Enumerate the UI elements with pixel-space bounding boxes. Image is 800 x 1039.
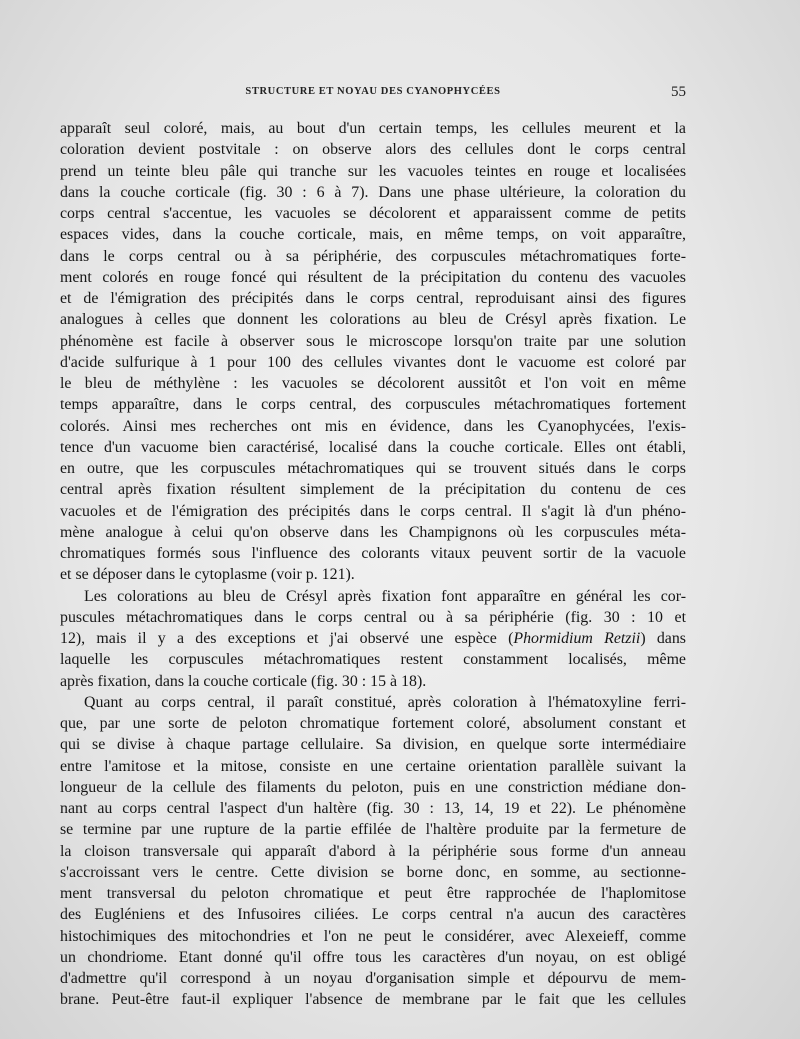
text-line-with-species [60,628,686,649]
text-segment: ) dans [640,630,686,647]
text-line: colorés. Ainsi mes recherches ont mis en évidence, dans les Cyanophycées, l'exis- [60,417,686,435]
text-segment: 12), mais il y a des exceptions et j'ai observé une espèce ( [60,630,514,647]
text-line: temps apparaître, dans le corps central, des corpuscules métachromatiques fortement [60,396,686,414]
text-line: phénomène est facile à observer sous le microscope lorsqu'on traite par une solution [60,332,686,350]
text-line: puscules métachromatiques dans le corps central ou à sa périphérie (fig. 30 : 10 et [60,608,686,626]
text-line: longueur de la cellule des filaments du peloton, puis en une constriction médiane don- [60,778,686,796]
text-line: ment colorés en rouge foncé qui résultent de la précipitation du contenu des vacuoles [60,268,686,286]
text-line: tence d'un vacuome bien caractérisé, localisé dans la couche corticale. Elles ont établi, [60,438,686,456]
text-line: des Eugléniens et des Infusoires ciliées. Le corps central n'a aucun des caractères [60,906,686,924]
text-line: analogues à celles que donnent les colorations au bleu de Crésyl après fixation. Le [60,311,686,329]
text-line: central après fixation résultent simplement de la précipitation du contenu de ces [60,481,686,499]
text-line: histochimiques des mitochondries et l'on ne peut le considérer, avec Alexeieff, comme [60,927,686,945]
text-line: apparaît seul coloré, mais, au bout d'un certain temps, les cellules meurent et la [60,120,686,137]
text-line: et de l'émigration des précipités dans le corps central, reproduisant ainsi des figures [60,290,686,307]
page-number: 55 [671,84,686,100]
text-line: d'acide sulfurique à 1 pour 100 des cellules vivantes dont le vacuome est coloré par [60,353,686,371]
text-line: corps central s'accentue, les vacuoles se décolorent et apparaissent comme de petits [60,205,686,222]
running-title: STRUCTURE ET NOYAU DES CYANOPHYCÉES [245,86,501,97]
text-line: dans la couche corticale (fig. 30 : 6 à 7). Dans une phase ultérieure, la coloration du [60,183,686,201]
text-line: nant au corps central l'aspect d'un haltère (fig. 30 : 13, 14, 19 et 22). Le phénomène [60,800,686,817]
text-line: chromatiques formés sous l'influence des colorants vitaux peuvent sortir de la vacuole [60,545,686,562]
text-line: brane. Peut-être faut-il expliquer l'absence de membrane par le fait que les cellules [60,991,686,1009]
text-line: prend un teinte bleu pâle qui tranche sur les vacuoles teintes en rouge et localisées [60,162,686,180]
text-line: dans le corps central ou à sa périphérie, des corpuscules métachromatiques forte- [60,247,686,265]
text-line: entre l'amitose et la mitose, consiste en une certaine orientation parallèle suivant la [60,757,686,775]
species-name: Phormidium Retzii [513,630,641,647]
text-line: se termine par une rupture de la partie effilée de l'haltère produite par la fermeture de [60,821,686,839]
text-line: Les colorations au bleu de Crésyl après fixation font apparaître en général les cor- [84,587,686,605]
running-head [60,86,686,104]
text-line: Quant au corps central, il paraît constitué, après coloration à l'hématoxyline ferri- [84,693,686,711]
text-line: espaces vides, dans la couche corticale, mais, en même temps, on voit apparaître, [60,226,686,244]
text-line: ment transversal du peloton chromatique et peut être rapprochée de l'haplomitose [60,885,686,902]
text-line: mène analogue à celui qu'on observe dans les Champignons où les corpuscules méta- [60,523,686,541]
text-line: s'accroissant vers le centre. Cette division se borne donc, en somme, au sectionne- [60,863,686,881]
text-line: qui se divise à chaque partage cellulaire. Sa division, en quelque sorte intermédiaire [60,736,686,754]
text-line: le bleu de méthylène : les vacuoles se décolorent aussitôt et l'on voit en même [60,375,686,392]
text-line: laquelle les corpuscules métachromatiques restent constamment localisés, même [60,651,686,669]
text-line: après fixation, dans la couche corticale (fig. 30 : 15 à 18). [60,672,427,690]
text-line: d'admettre qu'il correspond à un noyau d'organisation simple et dépourvu de mem- [60,970,686,987]
text-line: vacuoles et de l'émigration des précipités dans le corps central. Il s'agit là d'un phéno- [60,502,686,520]
text-line: que, par une sorte de peloton chromatique fortement coloré, absolument constant et [60,715,686,732]
text-line: la cloison transversale qui apparaît d'abord à la périphérie sous forme d'un anneau [60,842,686,860]
body-text [60,118,686,1011]
text-line: un chondriome. Etant donné qu'il offre tous les caractères d'un noyau, on est obligé [60,948,686,966]
text-line: coloration devient postvitale : on observe alors des cellules dont le corps central [60,141,686,159]
text-line: et se déposer dans le cytoplasme (voir p. 121). [60,566,355,584]
text-line: en outre, que les corpuscules métachromatiques qui se trouvent situés dans le corps [60,460,686,477]
